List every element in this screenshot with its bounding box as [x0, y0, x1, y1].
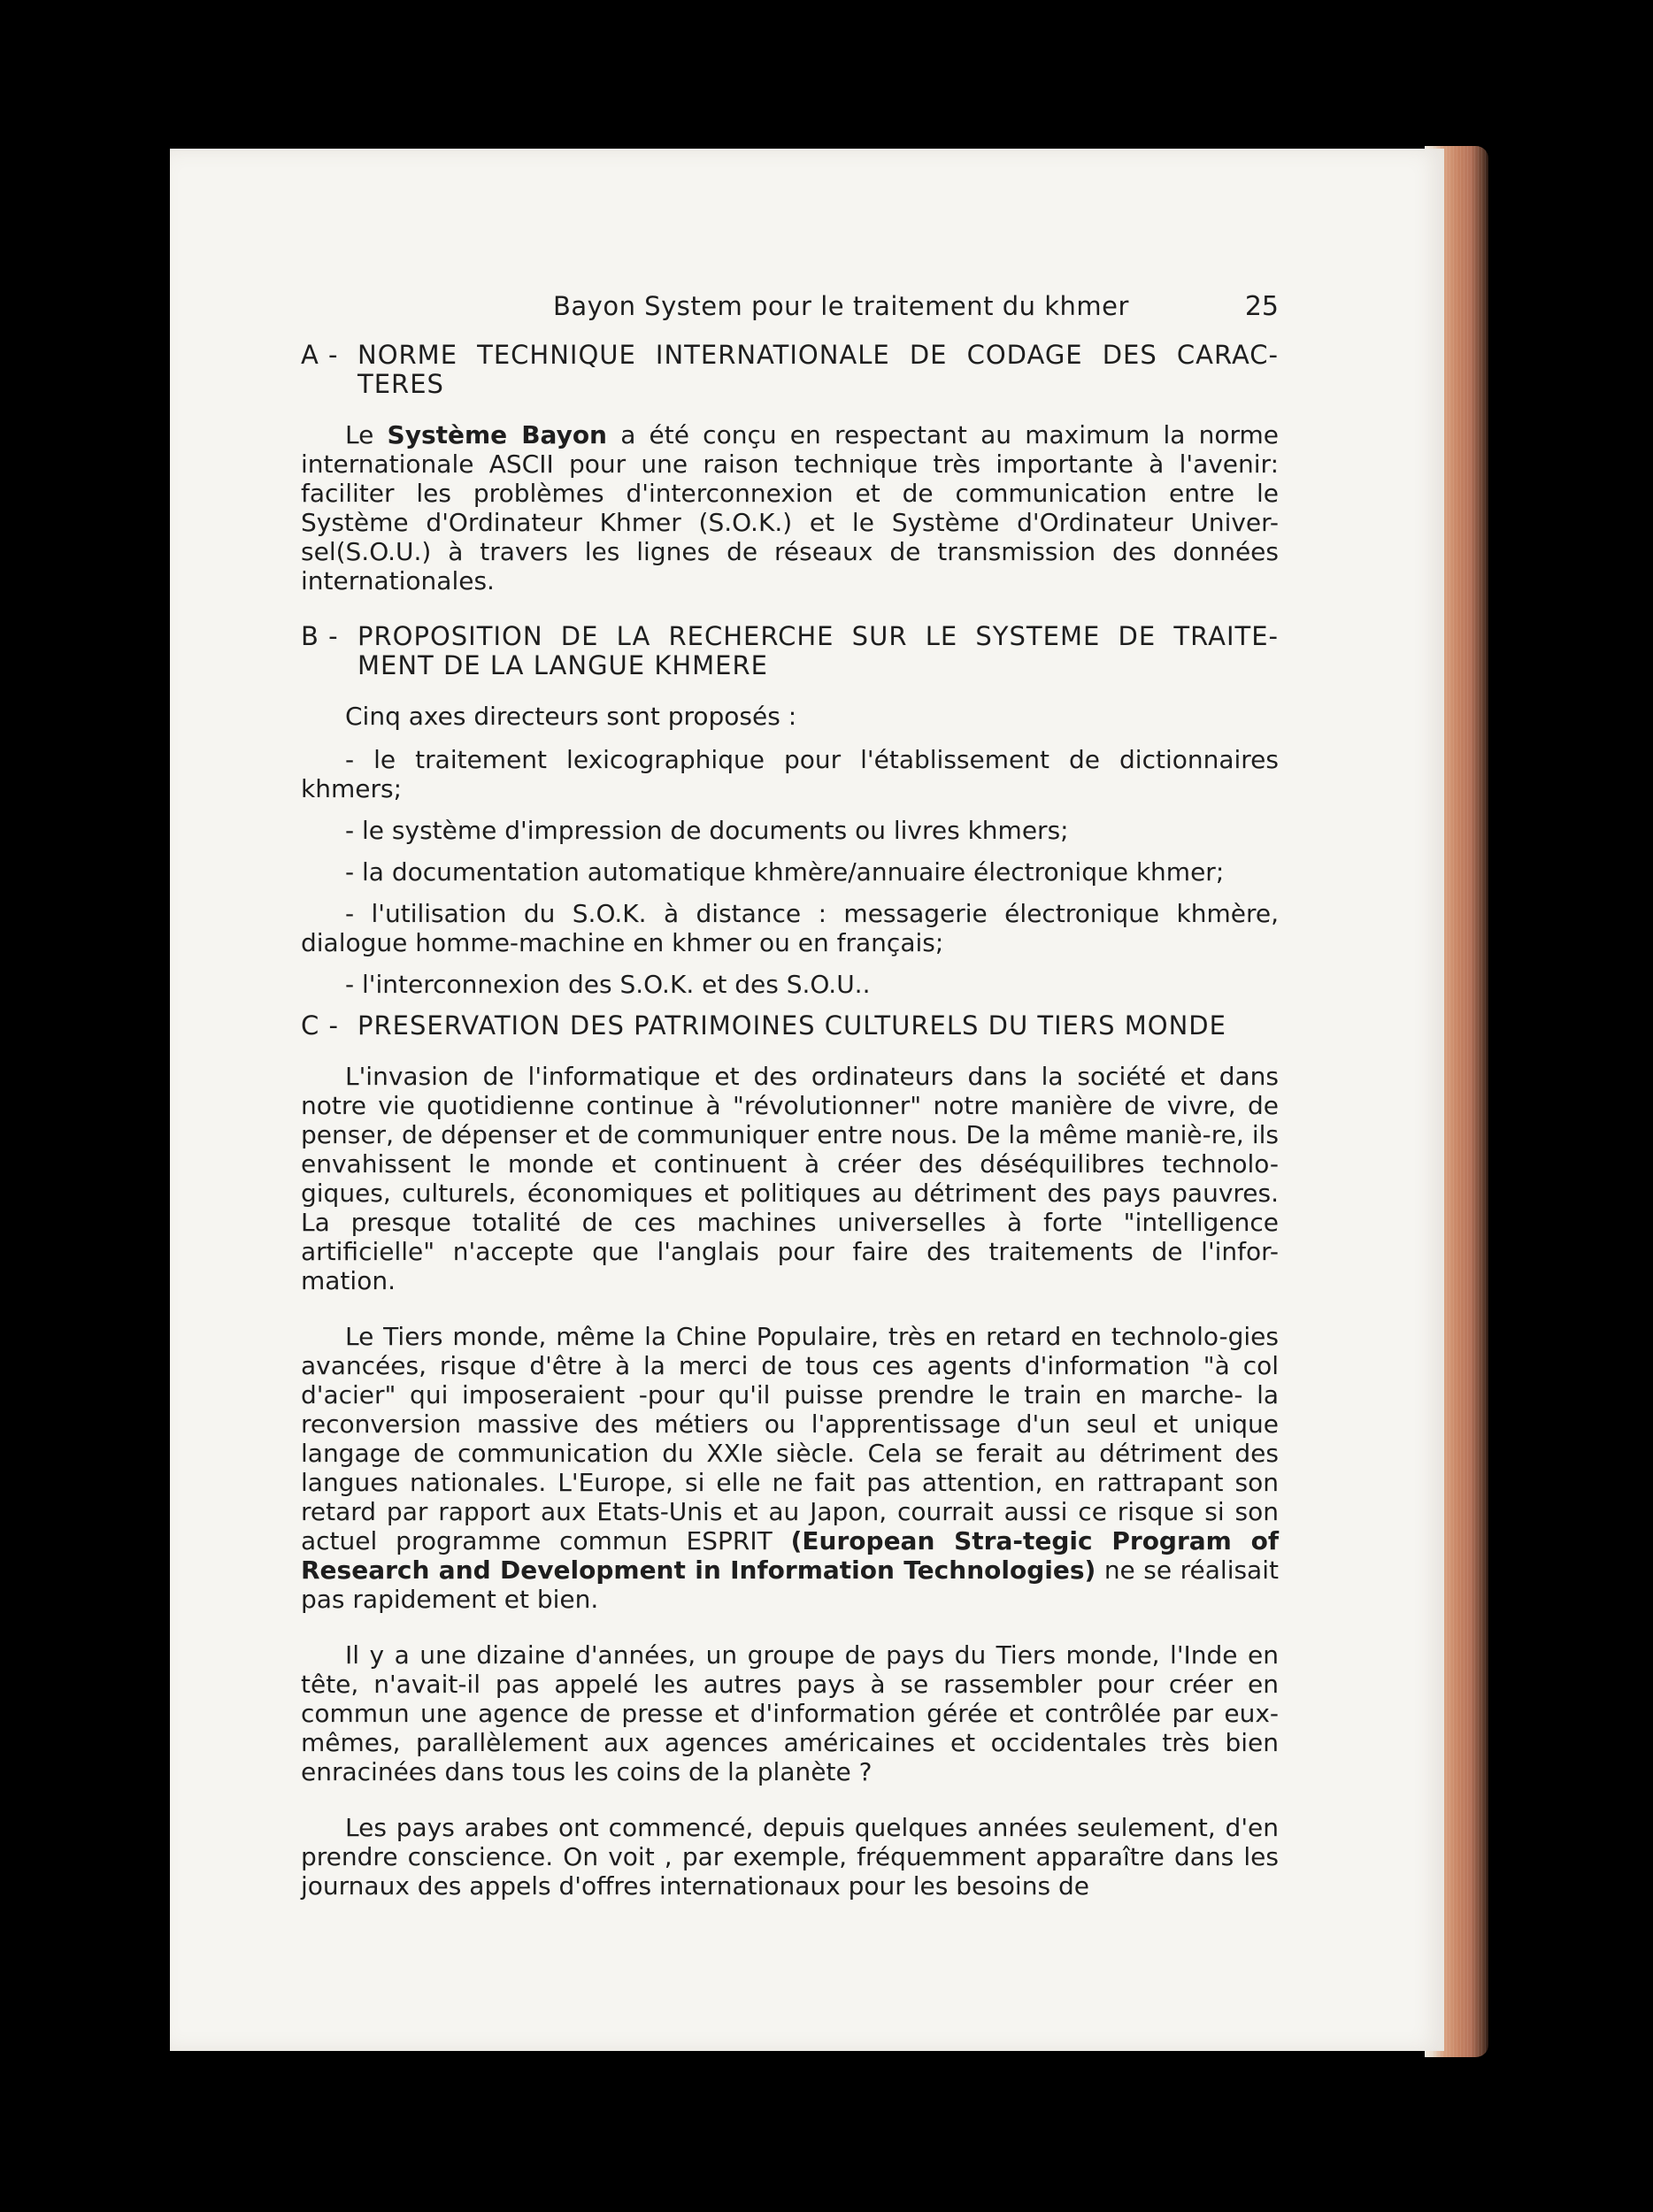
running-head: [301, 292, 1279, 321]
list-item: - l'interconnexion des S.O.K. et des S.O.U..: [345, 970, 871, 999]
section-b-intro: Cinq axes directeurs sont proposés :: [345, 702, 797, 731]
page-number: 25: [1244, 291, 1279, 322]
section-c-paragraph-2: [301, 1322, 1279, 1614]
section-c-p2-start: Le Tiers monde, même la Chine Populaire, très en retard en technolo-gies avancées, risque d'être à la merci de tous ces agents d'information "à col d'acier" qui imposeraient -pour qu'il puisse prendre le train en marche- la reconversion massive des métiers ou l'apprentissage d'un seul et unique langage de communication du XXIe siècle. Cela se ferait au détriment des langues nationales. L'Europe, si elle ne fait pas attention, en rattrapant son retard par rapport aux Etats-Unis et au Japon, courrait aussi ce risque si son actuel programme commun ESPRIT: [301, 1322, 1279, 1555]
section-a-text-start: Le: [345, 420, 388, 449]
page-content: [301, 292, 1279, 1915]
section-c-paragraph-1: L'invasion de l'informatique et des ordinateurs dans la société et dans notre vie quotidienne continue à "révolutionner" notre manière de vivre, de penser, de dépenser et de communiquer entre nous. De la même maniè-re, ils envahissent le monde et continuent à créer des déséquilibres technolo-giques, culturels, économiques et politiques au détriment des pays pauvres. La presque totalité de ces machines universelles à forte "intelligence artificielle" n'accepte que l'anglais pour faire des traitements de l'infor-mation.: [301, 1062, 1279, 1295]
section-b-letter: B -: [301, 621, 339, 651]
list-item: - le système d'impression de documents ou livres khmers;: [345, 816, 1069, 845]
list-item: - l'utilisation du S.O.K. à distance : messagerie électronique khmère, dialogue homme-machine en khmer ou en français;: [301, 899, 1279, 957]
esprit-bold: (European Stra-tegic Program of Research and Development in Information Technologies): [301, 1526, 1280, 1585]
section-c-p2-end: ne se réalisait pas rapidement et bien.: [301, 1555, 1279, 1614]
section-c-heading: [301, 1011, 1279, 1041]
section-a-paragraph: [301, 420, 1279, 595]
section-c-title: PRESERVATION DES PATRIMOINES CULTURELS DU TIERS MONDE: [358, 1010, 1226, 1041]
list-item: - le traitement lexicographique pour l'établissement de dictionnaires khmers;: [301, 745, 1279, 803]
system-bayon-bold: Système Bayon: [387, 420, 607, 449]
section-a-title: NORME TECHNIQUE INTERNATIONALE DE CODAGE DES CARAC-TERES: [358, 340, 1279, 399]
section-a-text-rest: a été conçu en respectant au maximum la norme internationale ASCII pour une raison technique très importante à l'avenir: faciliter les problèmes d'interconnexion et de communication entre le Système d'Ordinateur Khmer (S.O.K.) et le Système d'Ordinateur Univer-sel(S.O.U.) à travers les lignes de réseaux de transmission des données internationales.: [301, 420, 1279, 595]
section-c-paragraph-4: Les pays arabes ont commencé, depuis quelques années seulement, d'en prendre conscience. On voit , par exemple, fréquemment apparaître dans les journaux des appels d'offres internationaux pour les besoins de: [301, 1813, 1279, 1901]
running-head-title: Bayon System pour le traitement du khmer: [553, 291, 1129, 321]
section-b-heading: [301, 622, 1279, 680]
section-b-title: PROPOSITION DE LA RECHERCHE SUR LE SYSTEME DE TRAITE-MENT DE LA LANGUE KHMERE: [358, 621, 1279, 680]
section-a-heading: [301, 341, 1279, 399]
section-c-letter: C -: [301, 1010, 339, 1041]
section-a-letter: A -: [301, 340, 339, 370]
list-item: - la documentation automatique khmère/annuaire électronique khmer;: [345, 857, 1225, 887]
section-c-paragraph-3: Il y a une dizaine d'années, un groupe de pays du Tiers monde, l'Inde en tête, n'avait-il pas appelé les autres pays à se rassembler pour créer en commun une agence de presse et d'information gérée et contrôlée par eux-mêmes, parallèlement aux agences américaines et occidentales très bien enracinées dans tous les coins de la planète ?: [301, 1640, 1279, 1786]
